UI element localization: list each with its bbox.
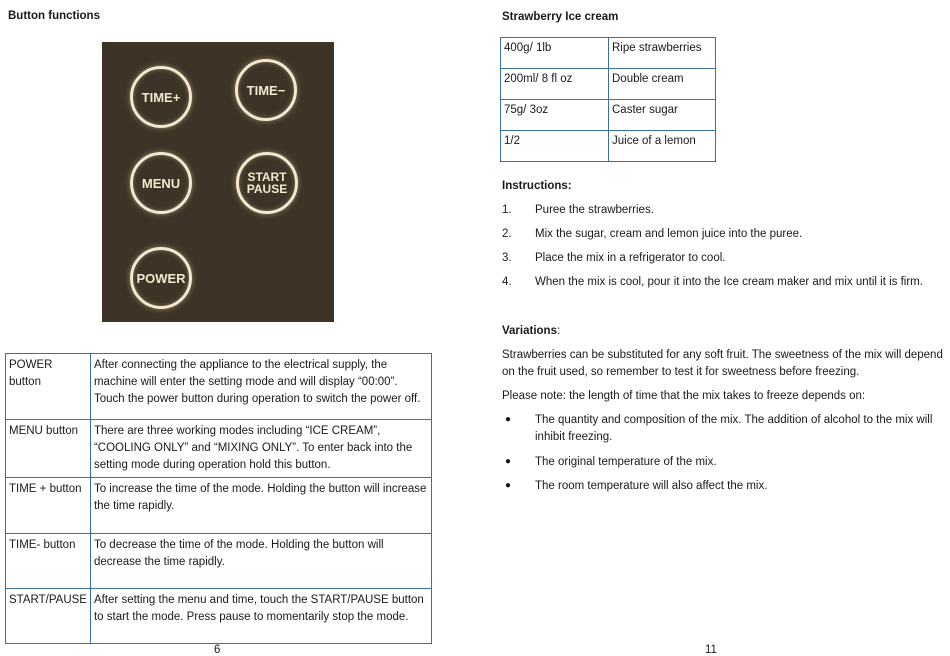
table-row xyxy=(6,589,432,644)
instructions-heading: Instructions: xyxy=(502,180,572,192)
button-description-cell: After connecting the appliance to the electrical supply, the machine will enter the setting mode and will display “00:00”. Touch the power button during operation to switch the power off. xyxy=(90,354,431,420)
ingredient-quantity: 200ml/ 8 fl oz xyxy=(501,69,609,100)
instruction-step xyxy=(502,252,922,268)
variations-title: Variations xyxy=(502,325,557,337)
ingredient-name: Double cream xyxy=(609,69,716,100)
table-row xyxy=(6,354,432,420)
button-name-cell: START/PAUSE xyxy=(6,589,91,644)
button-name-cell: TIME + button xyxy=(6,478,91,534)
freeze-note: Please note: the length of time that the mix takes to freeze depends on: xyxy=(502,390,866,402)
ingredients-table xyxy=(500,37,716,162)
variations-heading xyxy=(502,325,560,337)
button-functions-table xyxy=(5,353,432,644)
power-panel-button: POWER xyxy=(130,247,192,309)
pause-label: PAUSE xyxy=(246,182,288,196)
step-number: 2. xyxy=(502,228,512,240)
bullet-text-line1: The room temperature will also affect the mix. xyxy=(535,480,768,492)
ingredient-quantity: 75g/ 3oz xyxy=(501,100,609,131)
bullet-text-line2: inhibit freezing. xyxy=(535,431,613,443)
ingredient-quantity: 400g/ 1lb xyxy=(501,38,609,69)
instruction-step xyxy=(502,276,922,292)
ingredient-name: Ripe strawberries xyxy=(609,38,716,69)
recipe-title: Strawberry Ice cream xyxy=(502,11,619,23)
list-item xyxy=(502,480,922,496)
button-description-cell: To increase the time of the mode. Holding the button will increase the time rapidly. xyxy=(90,478,431,534)
table-row xyxy=(501,69,716,100)
step-number: 4. xyxy=(502,276,512,288)
bullet-text-line1: The original temperature of the mix. xyxy=(535,456,717,468)
start-label: START xyxy=(247,170,287,184)
bullet-icon: ● xyxy=(505,414,512,425)
step-text: Puree the strawberries. xyxy=(535,204,654,216)
button-name-cell: TIME- button xyxy=(6,534,91,589)
table-row xyxy=(6,534,432,589)
ingredient-quantity: 1/2 xyxy=(501,131,609,162)
button-description-cell: There are three working modes including “ICE CREAM”, “COOLING ONLY” and “MIXING ONLY”. To enter back into the setting mode during operation hold this button. xyxy=(90,420,431,478)
step-text: When the mix is cool, pour it into the Ice cream maker and mix until it is firm. xyxy=(535,276,923,288)
step-text: Mix the sugar, cream and lemon juice into the puree. xyxy=(535,228,803,240)
bullet-icon: ● xyxy=(505,480,512,491)
button-name-cell: MENU button xyxy=(6,420,91,478)
button-description-cell: To decrease the time of the mode. Holding the button will decrease the time rapidly. xyxy=(90,534,431,589)
menu-panel-button: MENU xyxy=(130,152,192,214)
table-row xyxy=(6,478,432,534)
time-minus-panel-button: TIME− xyxy=(235,59,297,121)
control-panel-photo xyxy=(102,42,334,322)
variations-paragraph-line1: Strawberries can be substituted for any soft fruit. The sweetness of the mix will depend xyxy=(502,349,943,361)
button-description-cell: After setting the menu and time, touch the START/PAUSE button to start the mode. Press pause to momentarily stop the mode. xyxy=(90,589,431,644)
button-functions-heading: Button functions xyxy=(8,10,100,22)
table-row xyxy=(6,420,432,478)
variations-paragraph-line2: on the fruit used, so remember to test it for sweetness before freezing. xyxy=(502,366,860,378)
step-text: Place the mix in a refrigerator to cool. xyxy=(535,252,726,264)
list-item xyxy=(502,456,922,472)
bullet-text-line1: The quantity and composition of the mix. The addition of alcohol to the mix will xyxy=(535,414,933,426)
time-plus-panel-button: TIME+ xyxy=(130,66,192,128)
table-row xyxy=(501,100,716,131)
button-name-cell: POWER button xyxy=(6,354,91,420)
step-number: 3. xyxy=(502,252,512,264)
variations-colon: : xyxy=(556,325,561,337)
page-number-right: 11 xyxy=(705,644,717,656)
bullet-icon: ● xyxy=(505,456,512,467)
ingredient-name: Juice of a lemon xyxy=(609,131,716,162)
instruction-step xyxy=(502,228,922,244)
instruction-step xyxy=(502,204,922,220)
list-item xyxy=(502,414,933,450)
table-row xyxy=(501,38,716,69)
step-number: 1. xyxy=(502,204,512,216)
ingredient-name: Caster sugar xyxy=(609,100,716,131)
table-row xyxy=(501,131,716,162)
start-pause-panel-button xyxy=(236,152,298,214)
page-number-left: 6 xyxy=(214,644,221,656)
